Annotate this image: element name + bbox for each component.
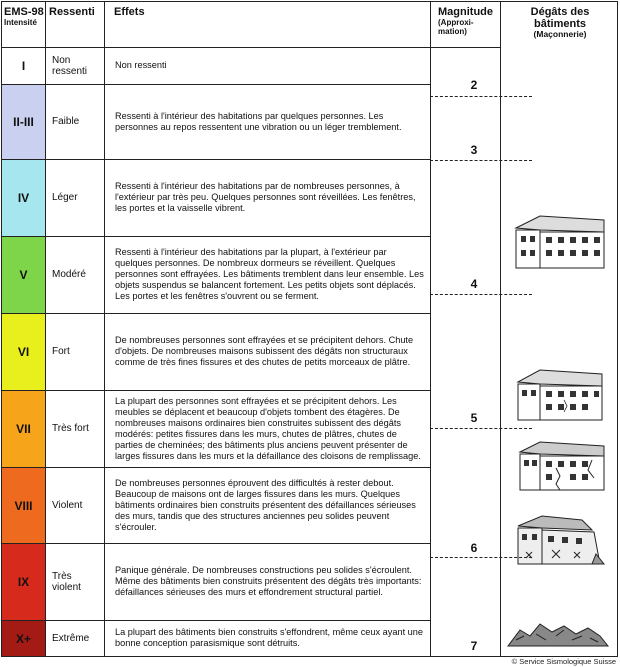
intensity-cell: VIII xyxy=(2,468,45,543)
magnitude-tick xyxy=(430,160,532,161)
magnitude-label: 3 xyxy=(470,143,478,157)
effets-cell: Panique générale. De nombreuses constructions peu solides s'écroulent. Même des bâtiments bien construits présentent des dégâts très importants: défaillances sérieuses des murs et effondrement structural partiel. xyxy=(115,565,422,597)
building-cracked-icon xyxy=(514,366,606,424)
effets-cell: Ressenti à l'intérieur des habitations par quelques personnes. Les personnes au repos ressentent une vibration ou un léger tremblement. xyxy=(115,110,402,132)
effets-cell: De nombreuses personnes sont effrayées et se précipitent dehors. Chute d'objets. De nombreuses maisons subissent des dégâts non structuraux comme de très fines fissures et des chutes de petits morceaux de plâtre. xyxy=(115,335,414,367)
intensity-cell: VI xyxy=(2,314,45,390)
header-magnitude: Magnitude (Approxi- mation) xyxy=(438,6,493,36)
header-degats: Dégâts des bâtiments (Maçonnerie) xyxy=(530,6,590,39)
intensity-cell: IX xyxy=(2,544,45,620)
building-damaged-icon xyxy=(516,438,608,494)
credit-text: © Service Sismologique Suisse xyxy=(511,657,616,666)
building-intact-icon xyxy=(512,210,608,272)
ems98-table xyxy=(1,1,618,657)
ressenti-cell: Très fort xyxy=(52,423,89,434)
effets-cell: De nombreuses personnes éprouvent des difficultés à rester debout. Beaucoup de maisons ont de larges fissures dans les murs. Quelques bâtiments ordinaires bien construits présentent des défaillances sérieuses des murs, tandis que des structures anciennes peu solides peuvent s'écrouler. xyxy=(115,477,416,532)
effets-cell: La plupart des bâtiments bien construits s'effondrent, même ceux ayant une bonne conception parasismique sont détruits. xyxy=(115,627,424,648)
magnitude-tick xyxy=(430,557,532,558)
magnitude-label: 2 xyxy=(470,78,478,92)
ressenti-cell: Non ressenti xyxy=(52,54,88,77)
header-ressenti: Ressenti xyxy=(49,6,95,18)
ressenti-cell: Très violent xyxy=(52,570,81,593)
magnitude-label: 4 xyxy=(470,277,478,291)
ressenti-cell: Extrême xyxy=(52,632,90,644)
header-effets: Effets xyxy=(114,6,145,18)
effets-cell: Ressenti à l'intérieur des habitations par la plupart, à l'extérieur par quelques personnes. De nombreux dormeurs se réveillent. Quelques personnes sont effrayées. Les bâtiments tremblent dans leur ensemble. Les objets suspendus se balancent fortement. Les petits objets sont déplacés. Les portes et les fenêtres s'ouvrent ou se ferment. xyxy=(115,247,424,301)
intensity-cell: X+ xyxy=(2,621,45,656)
magnitude-label: 6 xyxy=(470,541,478,555)
intensity-cell: VII xyxy=(2,391,45,467)
intensity-cell: II-III xyxy=(2,85,45,159)
ressenti-cell: Faible xyxy=(52,116,80,127)
ressenti-cell: Fort xyxy=(52,346,70,357)
ressenti-cell: Léger xyxy=(52,192,78,203)
effets-cell: Non ressenti xyxy=(115,60,167,70)
ressenti-cell: Modéré xyxy=(52,269,86,280)
intensity-cell: IV xyxy=(2,160,45,236)
magnitude-tick xyxy=(430,294,532,295)
ressenti-cell: Violent xyxy=(52,499,83,511)
magnitude-tick xyxy=(430,96,532,97)
magnitude-label: 5 xyxy=(470,411,478,425)
intensity-cell: I xyxy=(2,48,45,84)
effets-cell: Ressenti à l'intérieur des habitations par de nombreuses personnes, à l'extérieur par très peu. Quelques personnes sont réveillées. Les fenêtres, les portes et la vaisselle vibrent. xyxy=(115,181,416,213)
header-divider xyxy=(430,47,500,48)
intensity-cell: V xyxy=(2,237,45,313)
magnitude-label: 7 xyxy=(470,639,478,653)
building-collapsed-icon xyxy=(506,616,610,650)
magnitude-tick xyxy=(430,428,532,429)
effets-cell: La plupart des personnes sont effrayées et se précipitent dehors. Les meubles se déplacent et beaucoup d'objets tombent des étagères. De nombreuses maisons ordinaires bien construites subissent des dégâts modérés: petites fissures dans les murs, chutes de plâtres, chutes de parties de cheminées; des bâtiments plus anciens peuvent présenter de larges fissures dans les murs et la défaillance des cloisons de remplissage. xyxy=(115,395,421,461)
header-intensity: EMS-98 Intensité xyxy=(4,6,44,27)
